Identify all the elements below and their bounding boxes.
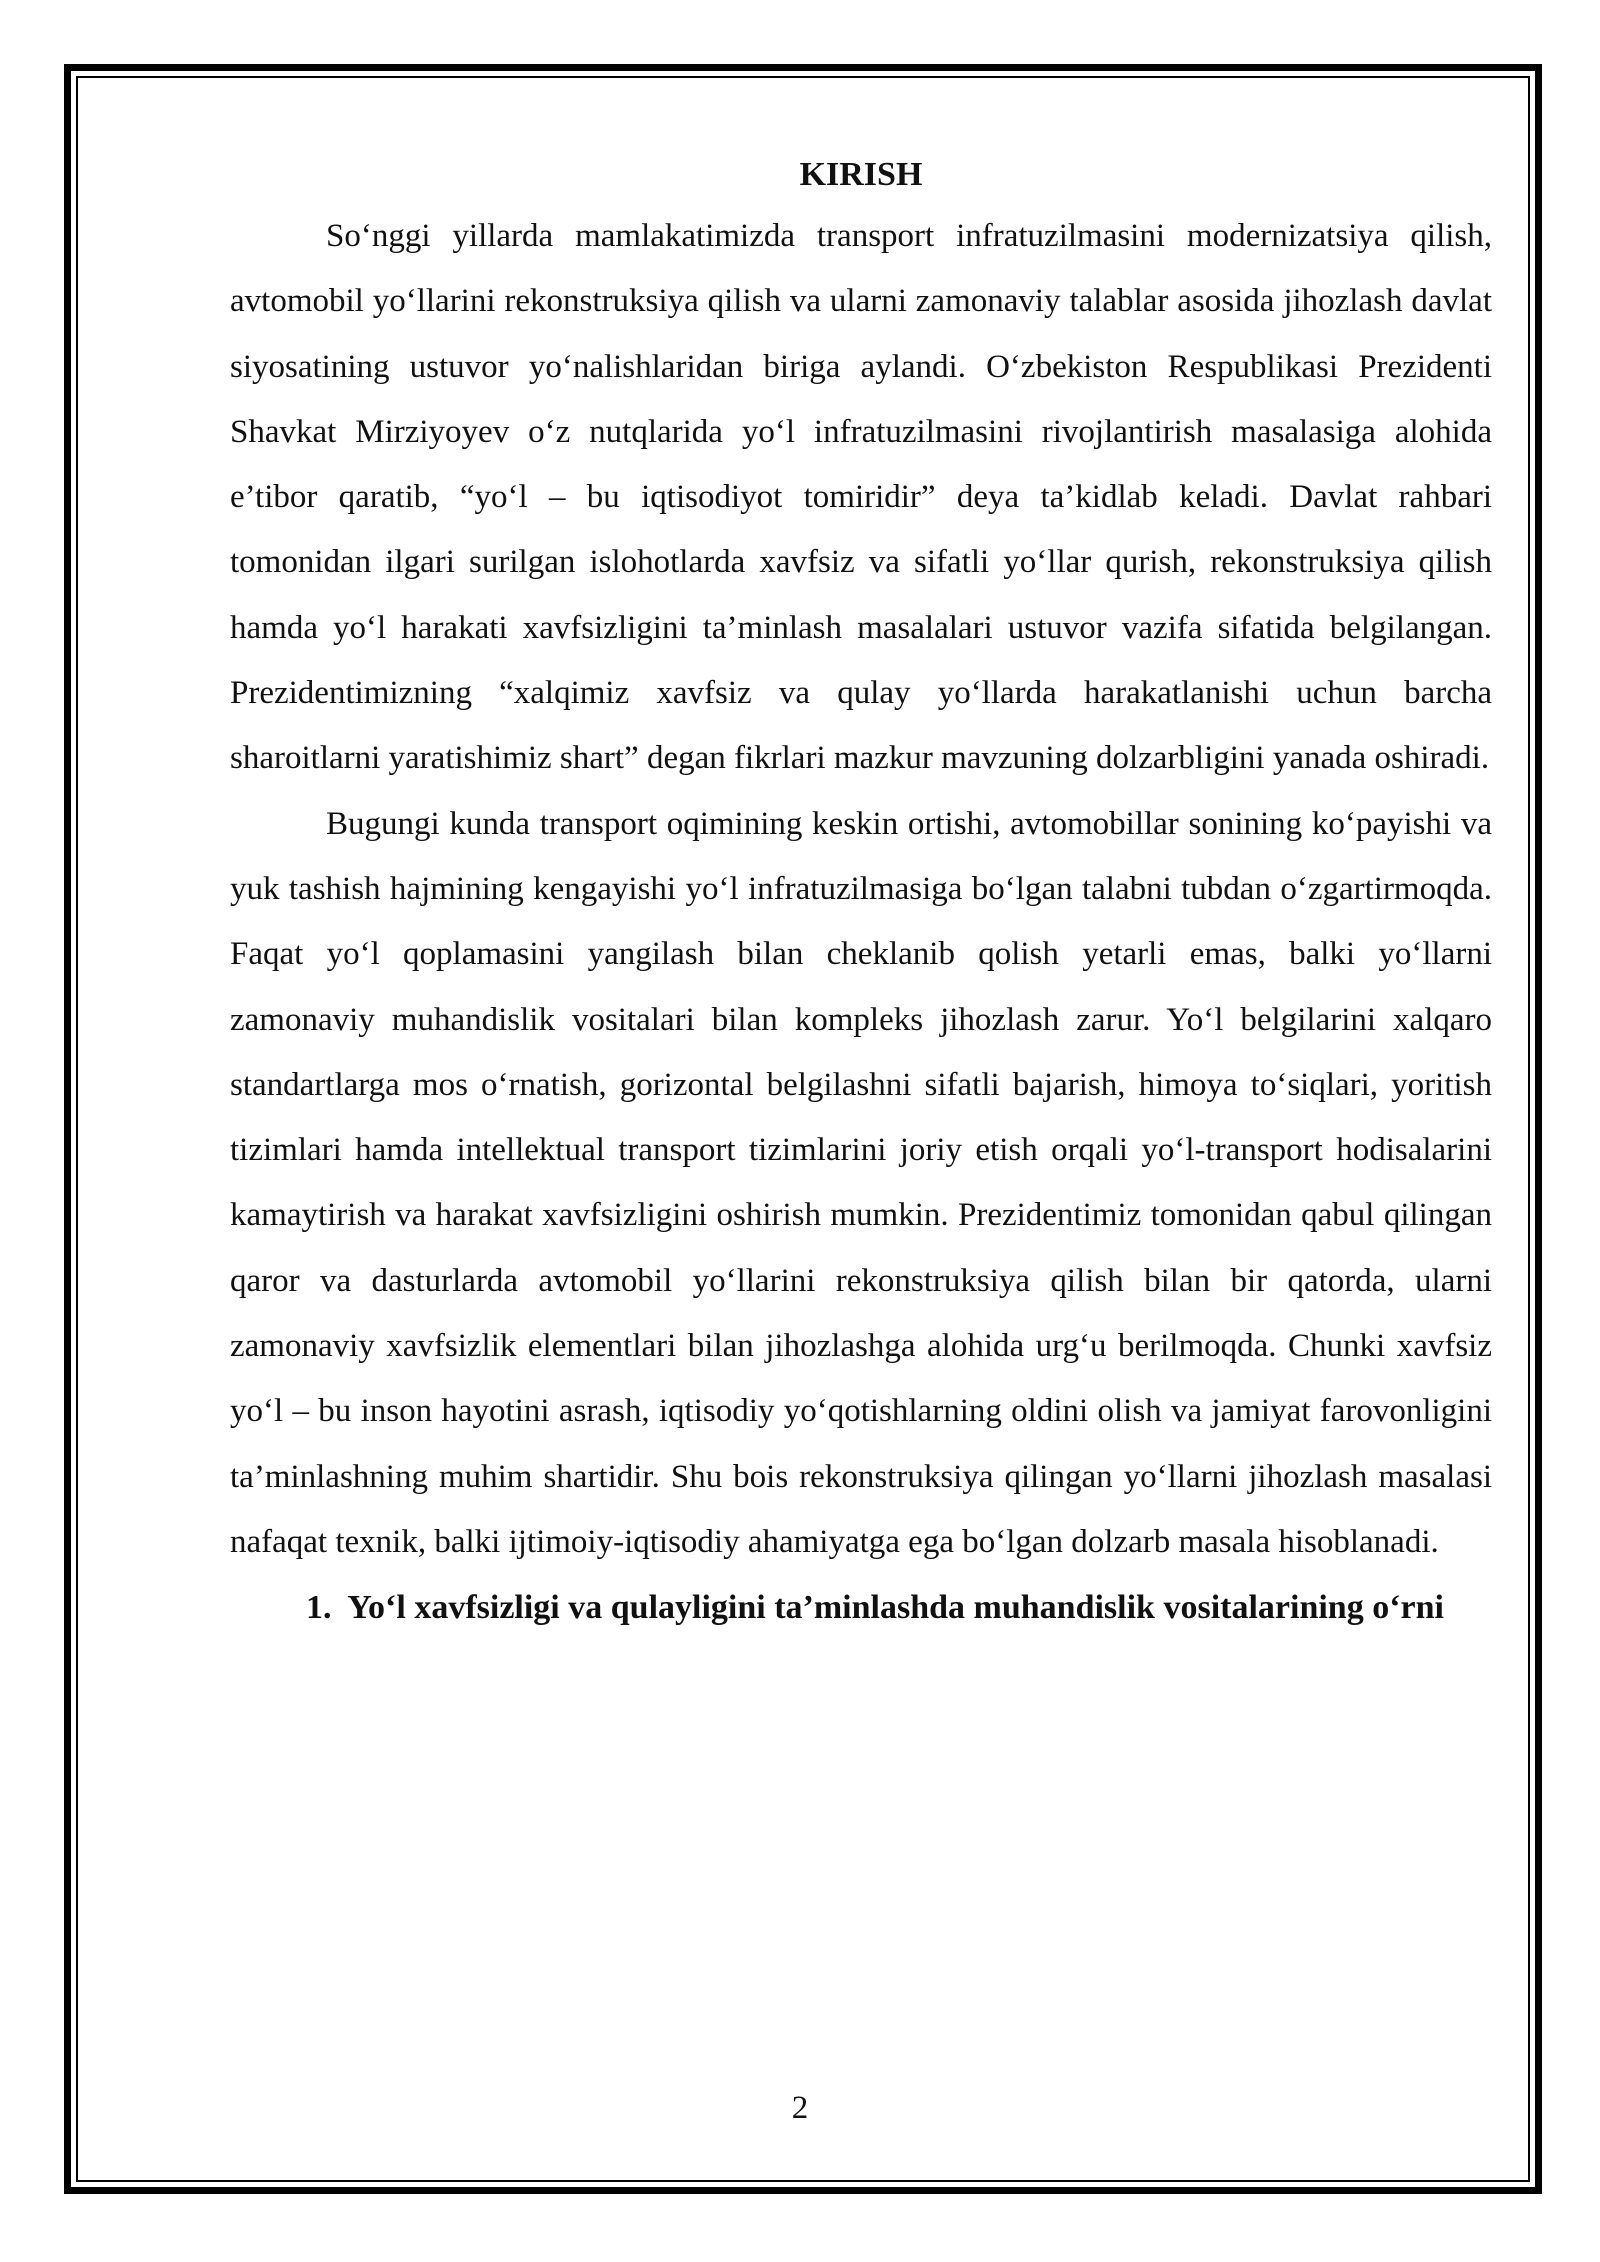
paragraph-2: Bugungi kunda transport oqimining keskin ortishi, avtomobillar sonining ko‘payishi va yuk tashish hajmining kengayishi yo‘l infratuzilmasiga bo‘lgan talabni tubdan o‘zgartirmoqda. Faqat yo‘l qoplamasini yangilash bilan cheklanib qolish yetarli emas, balki yo‘llarni zamonaviy muhandislik vositalari bilan kompleks jihozlash zarur. Yo‘l belgilarini xalqaro standartlarga mos o‘rnatish, gorizontal belgilashni sifatli bajarish, himoya to‘siqlari, yoritish tizimlari hamda intellektual transport tizimlarini joriy etish orqali yo‘l-transport hodisalarini kamaytirish va harakat xavfsizligini oshirish mumkin. Prezidentimiz tomonidan qabul qilingan qaror va dasturlarda avtomobil yo‘llarini rekonstruksiya qilish bilan bir qatorda, ularni zamonaviy xavfsizlik elementlari bilan jihozlashga alohida urg‘u berilmoqda. Chunki xavfsiz yo‘l – bu inson hayotini asrash, iqtisodiy yo‘qotishlarning oldini olish va jamiyat farovonligini ta’minlashning muhim shartidir. Shu bois rekonstruksiya qilingan yo‘llarni jihozlash masalasi nafaqat texnik, balki ijtimoiy-iqtisodiy ahamiyatga ega bo‘lgan dolzarb masala hisoblanadi. — [230, 805, 1492, 1560]
document-body — [230, 146, 1492, 1640]
page-heading: KIRISH — [799, 156, 923, 193]
paragraph-1: So‘nggi yillarda mamlakatimizda transport infratuzilmasini modernizatsiya qilish, avtomobil yo‘llarini rekonstruksiya qilish va ularni zamonaviy talablar asosida jihozlash davlat siyosatining ustuvor yo‘nalishlaridan biriga aylandi. O‘zbekiston Respublikasi Prezidenti Shavkat Mirziyoyev o‘z nutqlarida yo‘l infratuzilmasini rivojlantirish masalasiga alohida e’tibor qaratib, “yo‘l – bu iqtisodiyot tomiridir” deya ta’kidlab keladi. Davlat rahbari tomonidan ilgari surilgan islohotlarda xavfsiz va sifatli yo‘llar qurish, rekonstruksiya qilish hamda yo‘l harakati xavfsizligini ta’minlash masalalari ustuvor vazifa sifatida belgilangan. Prezidentimizning “xalqimiz xavfsiz va qulay yo‘llarda harakatlanishi uchun barcha sharoitlarni yaratishimiz shart” degan fikrlari mazkur mavzuning dolzarbligini yanada oshiradi. — [230, 218, 1492, 777]
page-number: 2 — [791, 2090, 809, 2126]
section-number: 1. — [306, 1589, 332, 1627]
section-title-text: Yo‘l xavfsizligi va qulayligini ta’minlashda muhandislik vositalarining o‘rni — [347, 1589, 1444, 1627]
section-title — [230, 1575, 1492, 1640]
